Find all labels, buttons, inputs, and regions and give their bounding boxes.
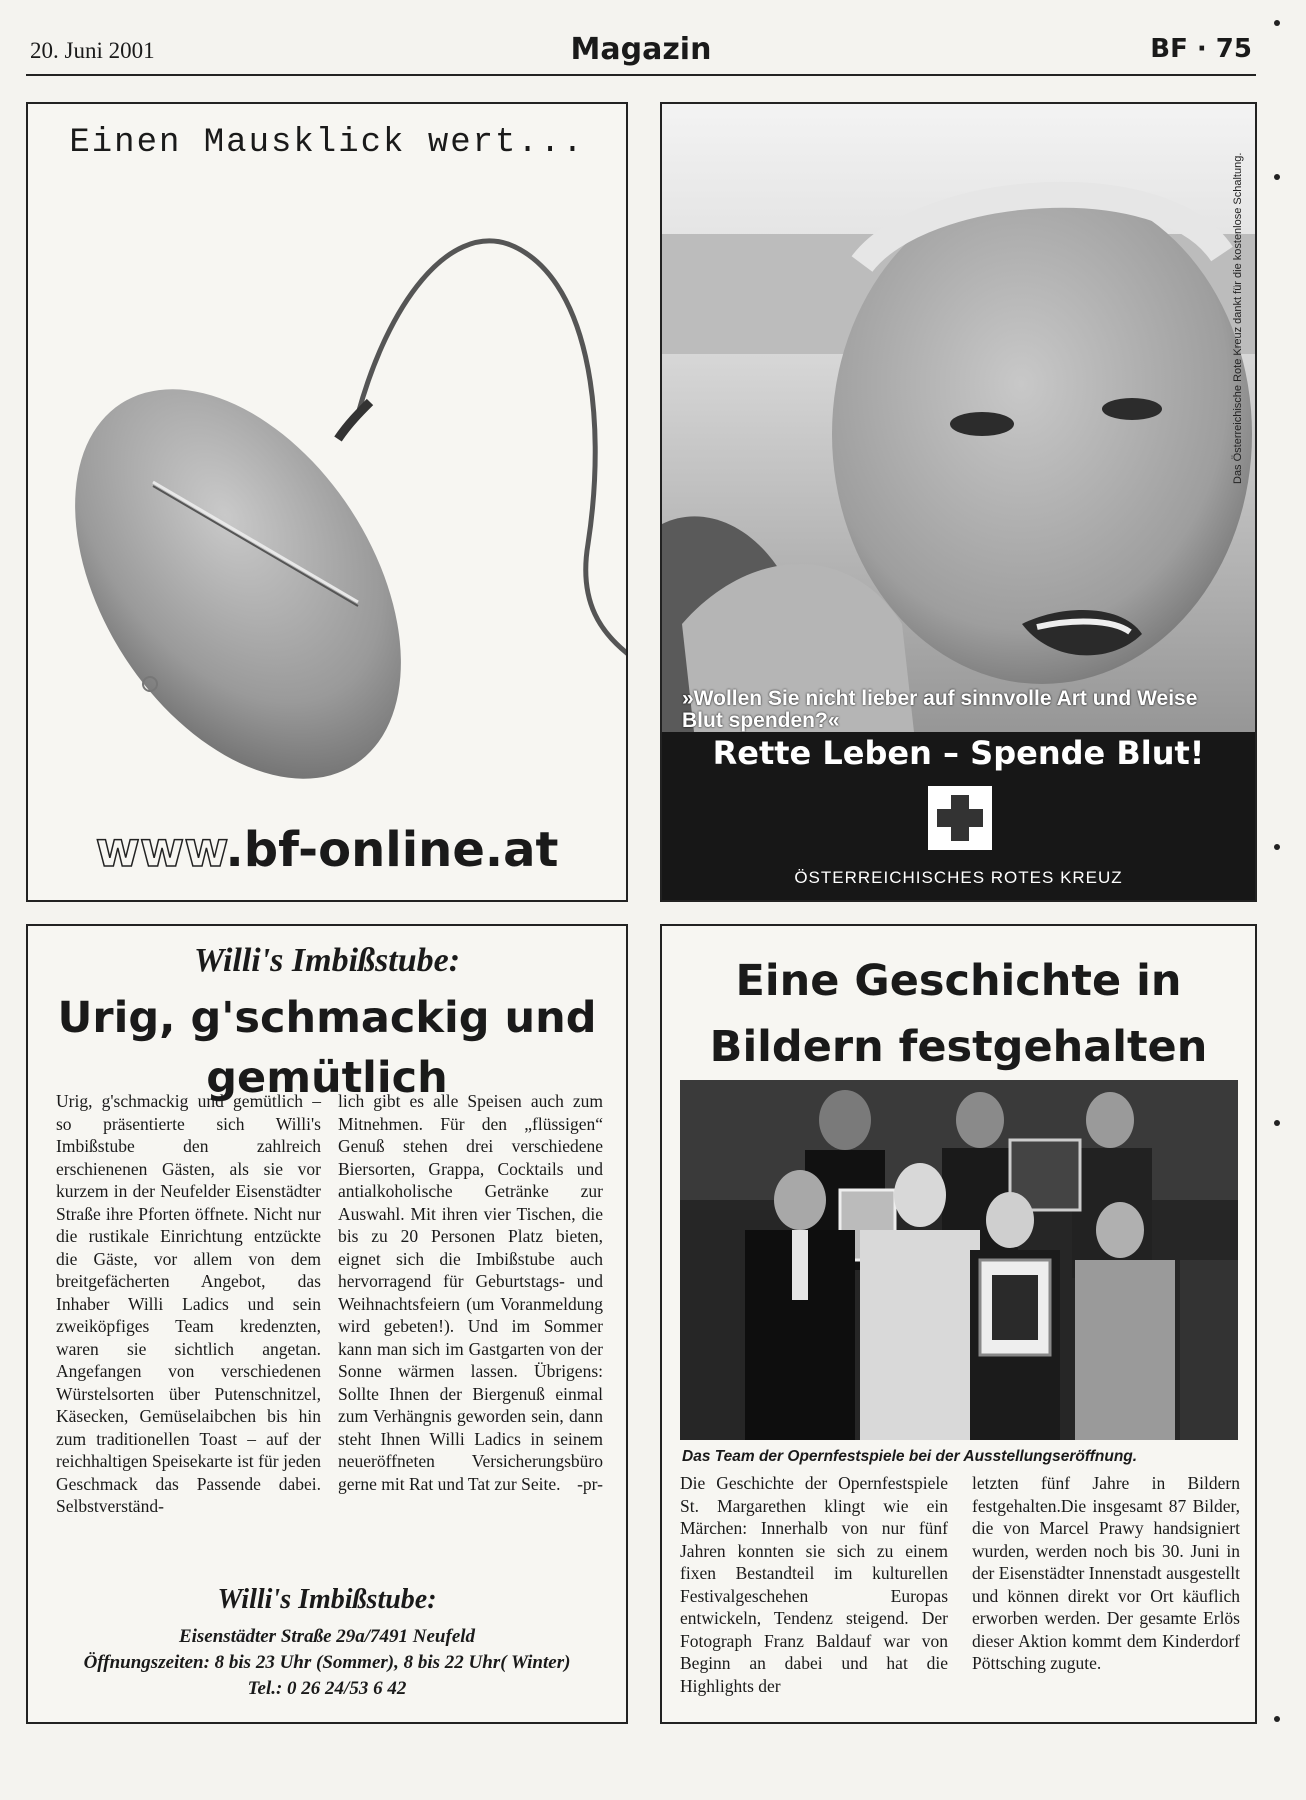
article-column-1: Urig, g'schmackig und gemütlich – so präsentierte sich Willi's Imbißstube den zahlreich erschienenen Gästen, als sie vor kurzem in der Neufelder Eisenstädter Straße ihre Pforten öffnete. Nicht nur die rustikale Einrichtung entzückte die Gäste, vor allem von dem breitgefächerten Angebot, das Inhaber Willi Ladics und sein zweiköpfiges Team kredenzten, waren sie sichtlich angetan. Angefangen von verschiedenen Würstelsorten über Putenschnitzel, Käsecken, Gemüselaibchen bis hin zum traditionellen Toast – auf der reichhaltigen Speisekarte ist für jeden Geschmack das Passende dabei. Selbstverständ- (56, 1091, 321, 1516)
margin-mark (1274, 1716, 1280, 1722)
article-column-2 (338, 1090, 603, 1495)
url-prefix: www (95, 822, 226, 878)
ad-slogan: Rette Leben – Spende Blut! (712, 734, 1205, 772)
info-title: Willi's Imbißstube: (217, 1584, 437, 1615)
oper-article (660, 924, 1257, 1724)
author-signature: -pr- (577, 1473, 603, 1494)
article-column-2: letzten fünf Jahre in Bildern festgehalten.Die insgesamt 87 Bilder, die von Marcel Prawy handsigniert wurden, werden noch bis 30. Juni in der Eisenstädter Innenstadt ausgestellt und können direkt vor Ort käuflich erworben werden. Der gesamte Erlös dieser Aktion kommt dem Kinderdorf Pöttsching zugute. (972, 1473, 1240, 1673)
photo-caption: Das Team der Opernfestspiele bei der Ausstellungseröffnung. (682, 1448, 1138, 1465)
article-headline: Eine Geschichte in Bildern festgehalten (709, 956, 1208, 1072)
ad-quote: »Wollen Sie nicht lieber auf sinnvolle Art und Weise Blut spenden?« (682, 687, 1198, 732)
margin-mark (1274, 174, 1280, 180)
ad-tagline: Einen Mausklick wert... (69, 124, 585, 162)
column-2-text: lich gibt es alle Speisen auch zum Mitnehmen. Für den „flüssigen“ Genuß stehen drei verschiedene Biersorten, Grappa, Cocktails und antialkoholische Getränke zur Auswahl. Mit ihren vier Tischen, die bis zu 20 Personen Platz bieten, eignet sich die Imbißstube auch hervorragend für Geburtstags- und Weihnachtsfeiern (um Voranmeldung wird gebeten!). Und im Sommer kann man sich im Gastgarten von der Sonne wärmen lassen. Übrigens: Sollte Ihnen der Biergenuß einmal zum Verhängnis geworden sein, dann steht Ihnen Willi Ladics in seinem neueröffneten Versicherungsbüro gerne mit Rat und Tat zur Seite. (338, 1091, 603, 1494)
organization-name: ÖSTERREICHISCHES ROTES KREUZ (794, 868, 1123, 887)
group-photo (680, 1080, 1238, 1440)
red-cross-ad (660, 102, 1257, 902)
article-headline: Urig, g'schmackig und gemütlich (57, 993, 597, 1103)
margin-mark (1274, 1120, 1280, 1126)
bf-online-ad (26, 102, 628, 902)
red-cross-icon (928, 786, 992, 850)
willi-article (26, 924, 628, 1724)
margin-mark (1274, 20, 1280, 26)
page-header (26, 30, 1256, 76)
computer-mouse-illustration (28, 164, 628, 864)
issue-date: 20. Juni 2001 (30, 38, 155, 63)
article-kicker: Willi's Imbißstube: (193, 942, 461, 979)
article-column-1: Die Geschichte der Opernfestspiele St. Margarethen klingt wie ein Märchen: Innerhalb von nur fünf Jahren konnten sie sich zu einem fixen Bestandteil im kulturellen Festivalgeschehen Europas entwickeln, Tendenz steigend. Der Fotograph Franz Baldauf war von Beginn an dabei und hat die Highlights der (680, 1473, 948, 1696)
margin-mark (1274, 844, 1280, 850)
url-domain: .bf-online.at (225, 822, 559, 878)
address: Eisenstädter Straße 29a/7491 Neufeld (178, 1626, 476, 1647)
section-title: Magazin (570, 32, 712, 67)
phone-number: Tel.: 0 26 24/53 6 42 (247, 1678, 407, 1699)
opening-hours: Öffnungszeiten: 8 bis 23 Uhr (Sommer), 8 bis 22 Uhr( Winter) (83, 1652, 571, 1673)
ad-credit: Das Österreichische Rote Kreuz dankt für die kostenlose Schaltung. (1232, 152, 1244, 484)
page-number: BF · 75 (1150, 34, 1252, 64)
website-url (28, 822, 626, 878)
